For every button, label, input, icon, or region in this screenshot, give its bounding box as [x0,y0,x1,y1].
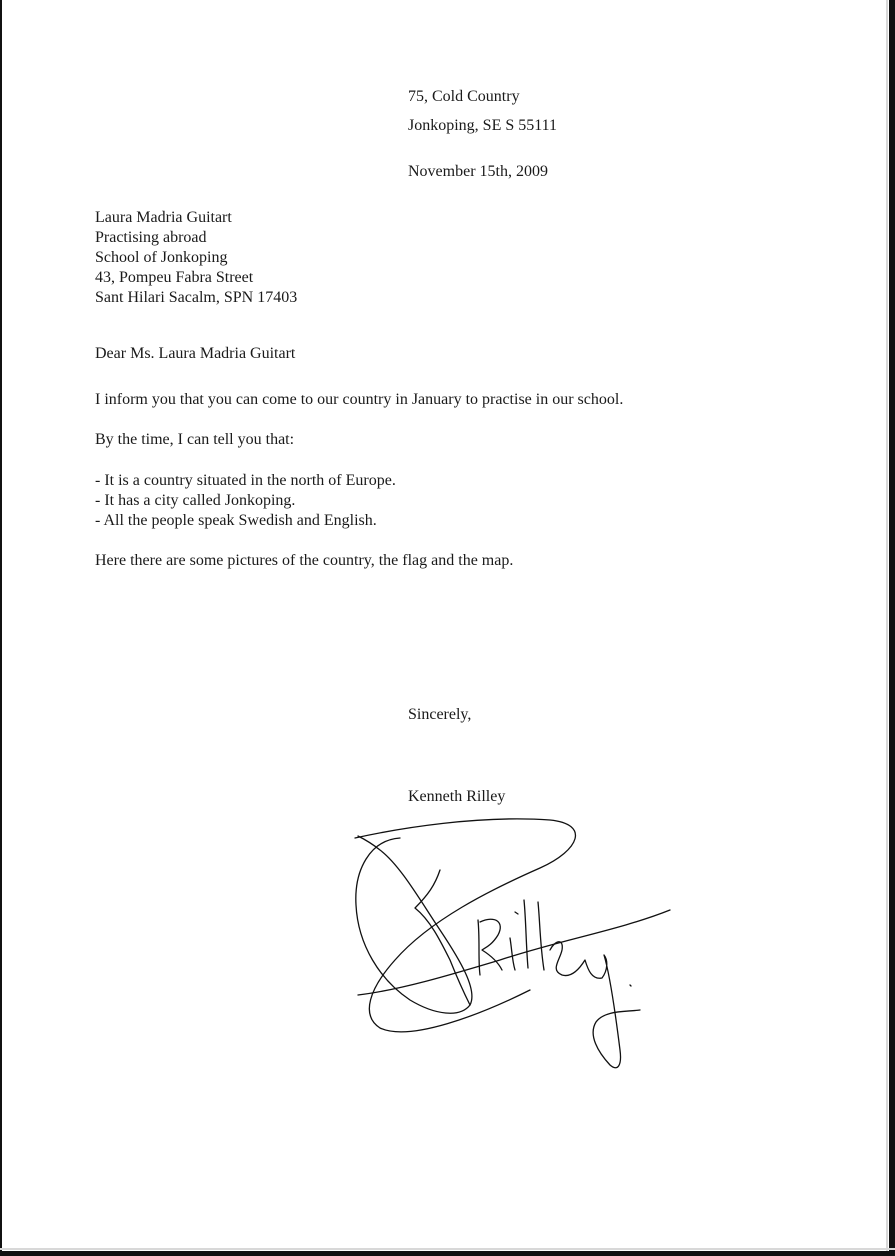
body-paragraph-1: I inform you that you can come to our country in January to practise in our school. [95,391,624,408]
sender-address-line2: Jonkoping, SE S 55111 [408,117,558,134]
letter-date: November 15th, 2009 [408,163,548,180]
page-left-border [0,0,2,1256]
signature-oval-stroke [356,836,472,1013]
recipient-name: Laura Madria Guitart [95,209,232,226]
recipient-street: 43, Pompeu Fabra Street [95,269,254,286]
handwritten-signature [340,810,680,1080]
signature-dot-stroke [630,985,631,986]
signature-k-stroke [415,870,470,1005]
list-item: - All the people speak Swedish and English. [95,512,377,529]
signature-ey-stroke [550,942,640,1068]
signature-i-stroke [510,912,518,970]
recipient-department: Practising abroad [95,229,207,246]
facts-list [95,471,396,531]
recipient-address-block [95,208,297,308]
page-right-border [889,0,895,1256]
signer-name: Kenneth Rilley [408,788,506,805]
signature-loop-stroke [355,819,575,1032]
list-item: - It has a city called Jonkoping. [95,492,296,509]
page-bottom-border [0,1251,895,1256]
list-item: - It is a country situated in the north of Europe. [95,472,396,489]
signature-sweep-stroke [358,910,670,995]
recipient-organization: School of Jonkoping [95,249,228,266]
closing: Sincerely, [408,706,472,723]
sender-address-line1: 75, Cold Country [408,88,520,105]
body-paragraph-2: By the time, I can tell you that: [95,431,295,448]
signature-ll-stroke [524,900,544,970]
signature-r-stroke [478,919,502,975]
salutation: Dear Ms. Laura Madria Guitart [95,345,296,362]
recipient-city: Sant Hilari Sacalm, SPN 17403 [95,289,298,306]
body-paragraph-3: Here there are some pictures of the country, the flag and the map. [95,552,514,569]
